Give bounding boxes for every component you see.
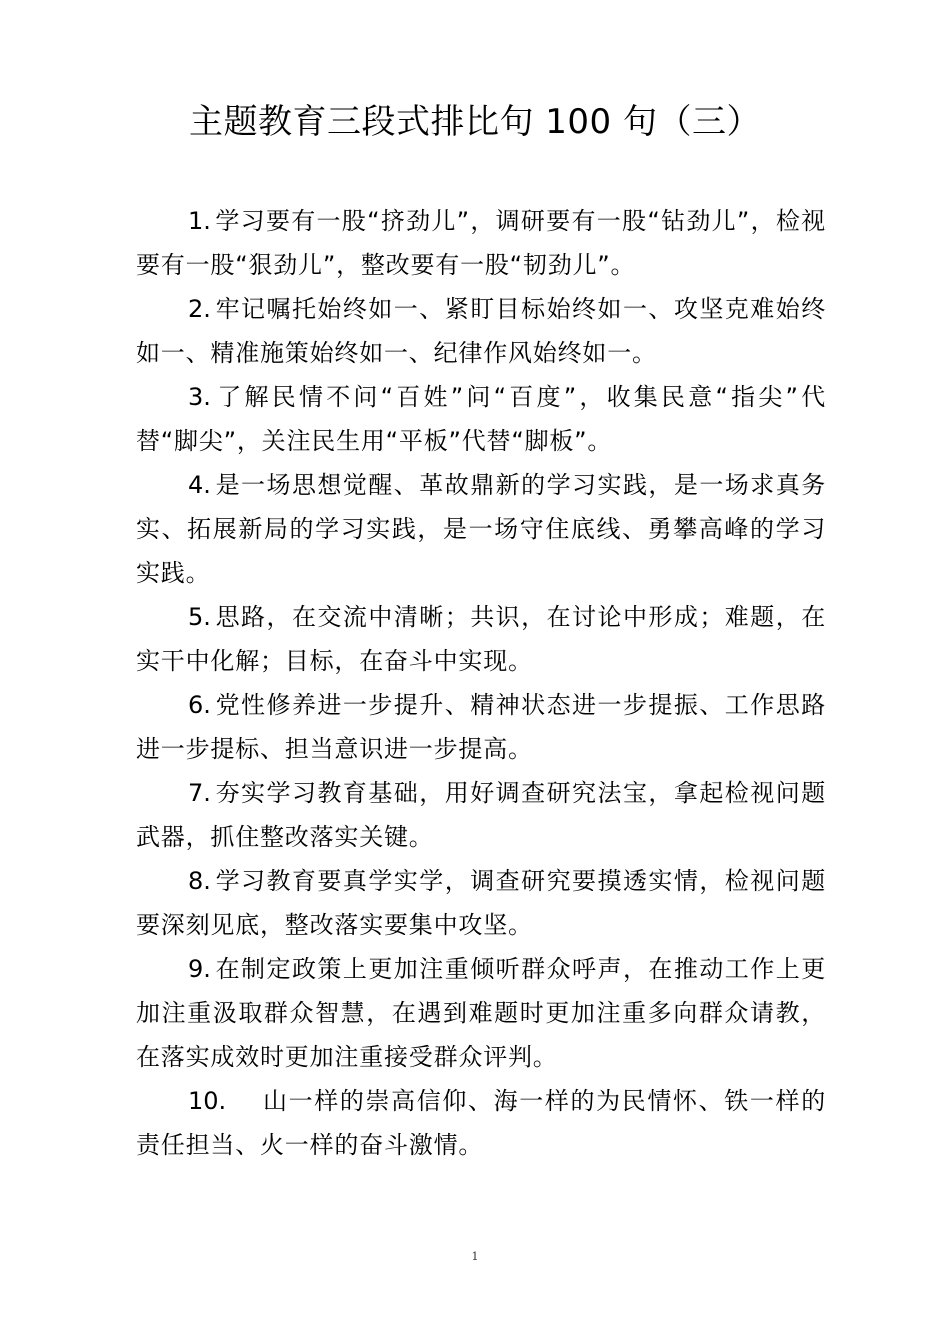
item-number: 2.: [188, 295, 211, 323]
list-item: [136, 199, 826, 287]
item-text: 夯实学习教育基础，用好调查研究法宝，拿起检视问题武器，抓住整改落实关键。: [136, 779, 826, 851]
list-item: [136, 771, 826, 859]
list-item: [136, 595, 826, 683]
page-number: 1: [471, 1250, 479, 1263]
list-item: [136, 287, 826, 375]
list-item: [136, 683, 826, 771]
item-number: 7.: [188, 779, 211, 807]
item-number: 9.: [188, 955, 211, 983]
list-item: [136, 463, 826, 595]
item-text: 在制定政策上更加注重倾听群众呼声，在推动工作上更加注重汲取群众智慧，在遇到难题时更加注重多向群众请教，在落实成效时更加注重接受群众评判。: [136, 955, 826, 1071]
item-text: 山一样的崇高信仰、海一样的为民情怀、铁一样的责任担当、火一样的奋斗激情。: [136, 1087, 826, 1159]
item-number: 1.: [188, 207, 211, 235]
item-number: 6.: [188, 691, 211, 719]
item-text: 思路，在交流中清晰；共识，在讨论中形成；难题，在实干中化解；目标，在奋斗中实现。: [136, 603, 826, 675]
item-text: 是一场思想觉醒、革故鼎新的学习实践，是一场求真务实、拓展新局的学习实践，是一场守住底线、勇攀高峰的学习实践。: [136, 471, 826, 587]
item-number: 5.: [188, 603, 211, 631]
item-number: 3.: [188, 383, 211, 411]
item-text: 学习教育要真学实学，调查研究要摸透实情，检视问题要深刻见底，整改落实要集中攻坚。: [136, 867, 826, 939]
document-title: 主题教育三段式排比句 100 句（三）: [188, 102, 761, 142]
item-text: 党性修养进一步提升、精神状态进一步提振、工作思路进一步提标、担当意识进一步提高。: [136, 691, 826, 763]
sentence-list: [136, 199, 826, 1167]
item-number: 4.: [188, 471, 211, 499]
item-number: 8.: [188, 867, 211, 895]
item-number: 10.: [188, 1087, 227, 1115]
list-item: [136, 375, 826, 463]
item-text: 了解民情不问“百姓”问“百度”，收集民意“指尖”代替“脚尖”，关注民生用“平板”代替“脚板”。: [136, 383, 826, 455]
list-item: [136, 947, 826, 1079]
list-item: [136, 859, 826, 947]
list-item: [136, 1079, 826, 1167]
item-text: 学习要有一股“挤劲儿”，调研要有一股“钻劲儿”，检视要有一股“狠劲儿”，整改要有一股“韧劲儿”。: [136, 207, 826, 279]
item-text: 牢记嘱托始终如一、紧盯目标始终如一、攻坚克难始终如一、精准施策始终如一、纪律作风始终如一。: [136, 295, 826, 367]
